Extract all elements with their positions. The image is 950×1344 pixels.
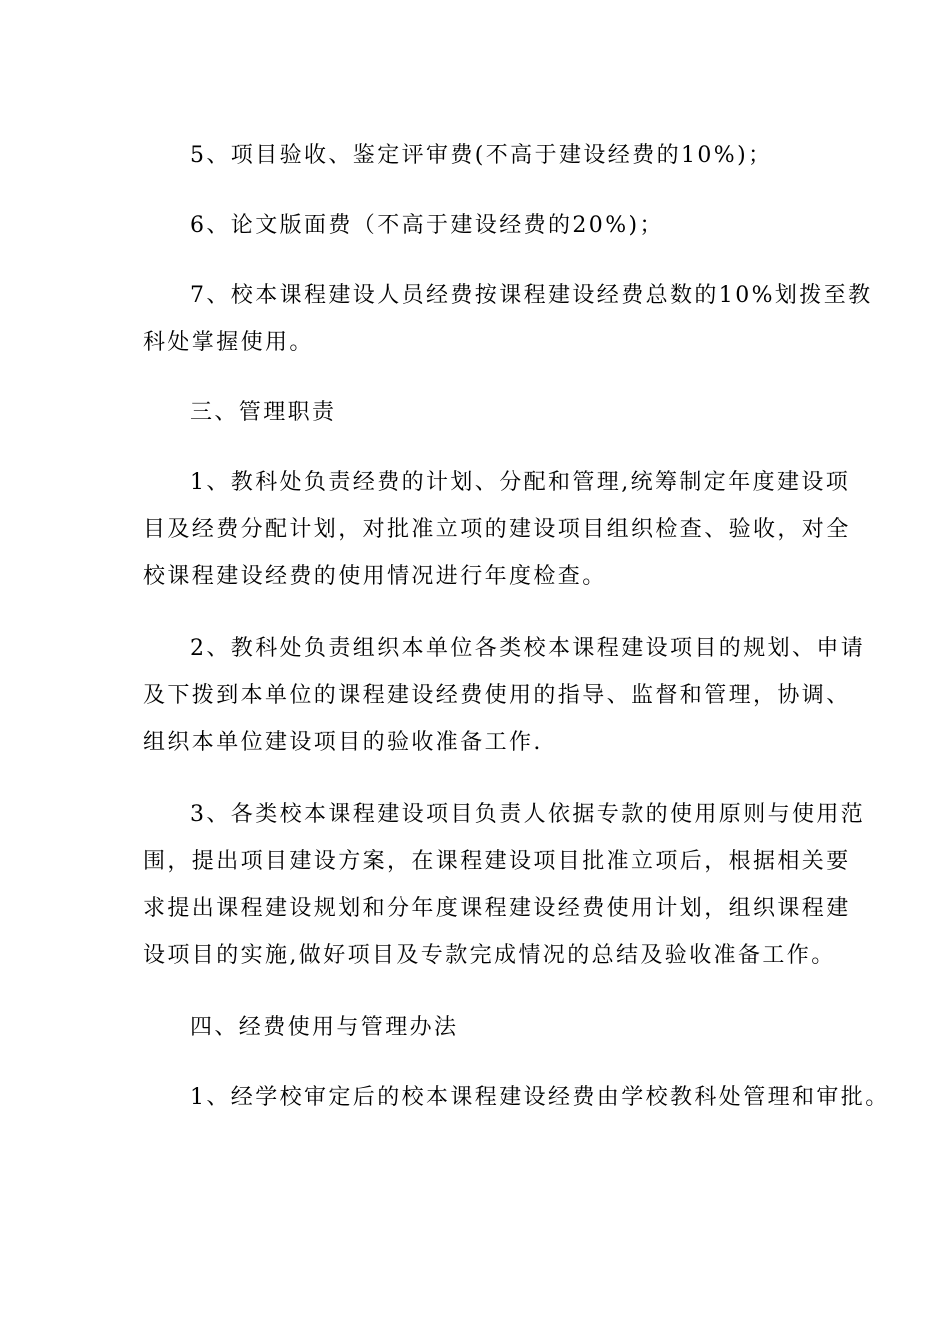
text-line-item-7-continued: 科处掌握使用。 <box>143 330 314 355</box>
text-line-duty-1: 1、教科处负责经费的计划、分配和管理,统筹制定年度建设项 <box>190 470 851 495</box>
section-heading-fund-usage: 四、经费使用与管理办法 <box>190 1015 459 1040</box>
text-line-item-6-paper-fee: 6、论文版面费（不高于建设经费的20%)； <box>190 213 664 238</box>
text-line-duty-3-continued: 求提出课程建设规划和分年度课程建设经费使用计划，组织课程建 <box>143 896 851 921</box>
text-line-duty-2-continued: 及下拨到本单位的课程建设经费使用的指导、监督和管理，协调、 <box>143 683 851 708</box>
text-line-duty-3: 3、各类校本课程建设项目负责人依据专款的使用原则与使用范 <box>190 802 866 827</box>
text-line-duty-1-continued: 校课程建设经费的使用情况进行年度检查。 <box>143 564 607 589</box>
text-line-usage-1: 1、经学校审定后的校本课程建设经费由学校教科处管理和审批。 <box>190 1085 890 1110</box>
section-heading-management-duties: 三、管理职责 <box>190 400 337 425</box>
text-line-item-5-review-fee: 5、项目验收、鉴定评审费(不高于建设经费的10%)； <box>190 143 773 168</box>
text-line-duty-2-continued: 组织本单位建设项目的验收准备工作. <box>143 730 543 755</box>
text-line-duty-2: 2、教科处负责组织本单位各类校本课程建设项目的规划、申请 <box>190 636 866 661</box>
text-line-duty-3-continued: 围，提出项目建设方案，在课程建设项目批准立项后，根据相关要 <box>143 849 851 874</box>
text-line-duty-3-continued: 设项目的实施,做好项目及专款完成情况的总结及验收准备工作。 <box>143 943 836 968</box>
text-line-duty-1-continued: 目及经费分配计划，对批准立项的建设项目组织检查、验收，对全 <box>143 517 851 542</box>
text-line-item-7-personnel-fee: 7、校本课程建设人员经费按课程建设经费总数的10%划拨至教 <box>190 283 873 308</box>
